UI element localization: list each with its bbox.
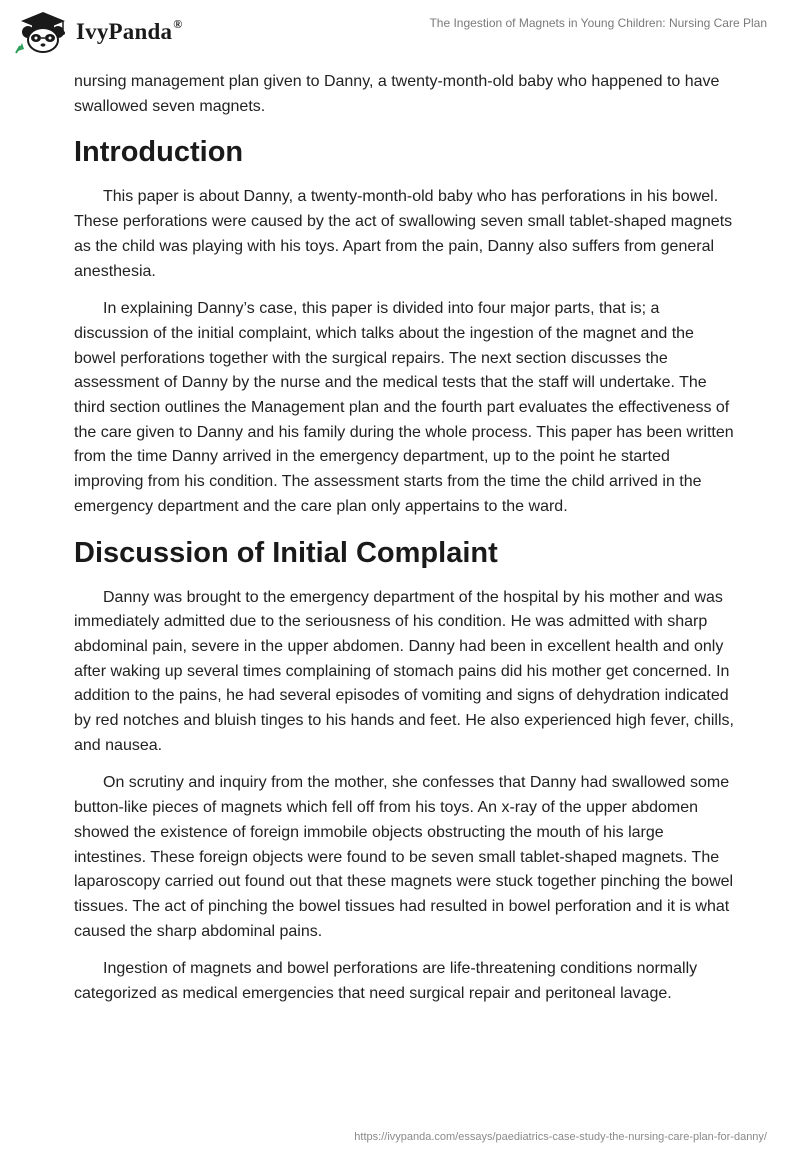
source-url[interactable]: https://ivypanda.com/essays/paediatrics-case-study-the-nursing-care-plan-for-danny/: [354, 1131, 767, 1143]
intro-fragment-paragraph: nursing management plan given to Danny, a twenty-month-old baby who happened to have swallowed seven magnets.: [74, 73, 720, 115]
panda-graduate-icon: [15, 10, 71, 54]
paragraph: This paper is about Danny, a twenty-month-old baby who has perforations in his bowel. These perforations were caused by the act of swallowing seven small tablet-shaped magnets as the child was playing with his toys. Apart from the pain, Danny also suffers from general anesthesia.: [74, 188, 733, 280]
section-heading-introduction: Introduction: [74, 136, 244, 169]
paragraph: In explaining Danny’s case, this paper is divided into four major parts, that is; a discussion of the initial complaint, which talks about the ingestion of the magnet and the bowel perforations together with the surgical repairs. The next section discusses the assessment of Danny by the nurse and the medical tests that the staff will undertake. The third section outlines the Management plan and the fourth part evaluates the effectiveness of the care given to Danny and his family during the whole process. This paper has been written from the time Danny arrived in the emergency department, up to the point he started improving from his condition. The assessment starts from the time the child arrived in the emergency department and the care plan only appertains to the ward.: [74, 300, 734, 515]
paragraph: Danny was brought to the emergency department of the hospital by his mother and was immediately admitted due to the seriousness of his condition. He was admitted with sharp abdominal pain, severe in the upper abdomen. Danny had been in excellent health and only after waking up several times complaining of stomach pains did his mother get concerned. In addition to the pains, he had several episodes of vomiting and signs of dehydration indicated by red notches and bluish tinges to his hands and feet. He also experienced high fever, chills, and nausea.: [74, 588, 734, 754]
section-heading-initial-complaint: Discussion of Initial Complaint: [74, 536, 498, 569]
page-header: [0, 0, 800, 64]
brand-name: IvyPanda®: [76, 17, 183, 44]
document-body: [74, 70, 734, 1020]
document-title: The Ingestion of Magnets in Young Children: Nursing Care Plan: [429, 16, 767, 30]
paragraph: Ingestion of magnets and bowel perforations are life-threatening conditions normally categorized as medical emergencies that need surgical repair and peritoneal lavage.: [74, 960, 698, 1003]
paragraph: On scrutiny and inquiry from the mother, she confesses that Danny had swallowed some button-like pieces of magnets which fell off from his toys. An x-ray of the upper abdomen showed the existence of foreign immobile objects obstructing the mouth of his large intestines. These foreign objects were found to be seven small tablet-shaped magnets. The laparoscopy carried out found out that these magnets were stuck together pinching the bowel tissues. The act of pinching the bowel tissues had resulted in bowel perforation and it is what caused the sharp abdominal pains.: [74, 774, 734, 940]
registered-mark: ®: [173, 17, 183, 31]
brand-logo[interactable]: [15, 10, 182, 54]
